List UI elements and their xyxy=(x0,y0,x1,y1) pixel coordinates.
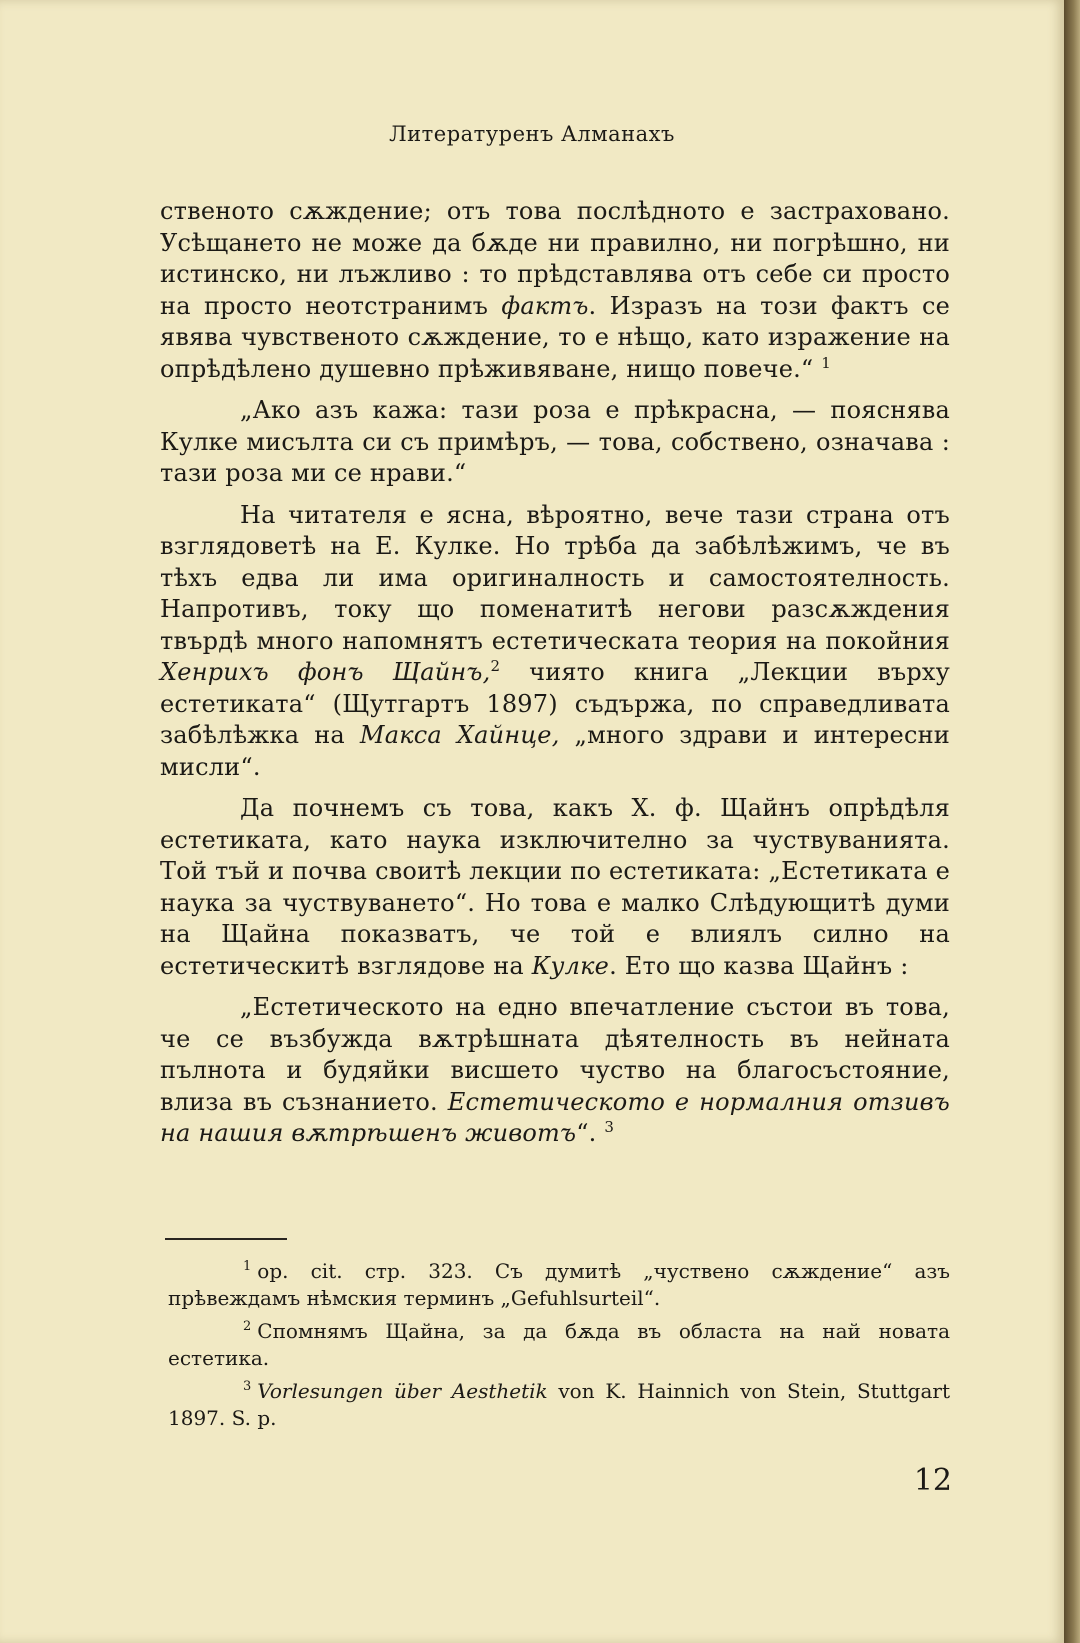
paragraph-5: „Естетическото на едно впечатление състои въ това, че се възбужда вѫтрѣшната дѣятелность въ нейната пълнота и будяйки висшето чуство на благосъстояние, влиза въ съзнанието. Естетическото е нормалния отзивъ на нашия вѫтрѣшенъ животъ“. $^3$ xyxy=(160,993,950,1147)
running-head: Литературенъ Алманахъ xyxy=(389,122,675,146)
footnote-ref-2: 2 xyxy=(490,657,501,675)
paragraph-2: „Ако азъ кажа: тази роза е прѣкрасна, — пояснява Кулке мисълта си съ примѣръ, — това, собствено, означава : тази роза ми се нрави.“ xyxy=(160,396,950,487)
footnote-2: $^2$ Спомнямъ Щайна, за да бѫда въ областа на най новата естетика. xyxy=(168,1319,950,1370)
paragraph-3: На читателя е ясна, вѣроятно, вече тази страна отъ взглядоветѣ на Е. Кулке. Но трѣба да забѣлѣжимъ, че въ тѣхъ едва ли има оригиналность и самостоятелность. Напротивъ, току що поменатитѣ негови разсѫждения твърдѣ много напомнятъ естетическата теория на покойния Хенрихъ фонъ Щайнъ,$^2$ чиято книга „Лекции върху естетиката“ (Щутгартъ 1897) съдържа, по справедливата забѣлѣжка на Макса Хайнце, „много здрави и интересни мисли“. xyxy=(160,500,950,781)
footnotes xyxy=(168,1258,950,1438)
book-edge xyxy=(1064,0,1080,1643)
footnote-3: $^3$ Vorlesungen über Aesthetik von K. Hainnich von Stein, Stuttgart 1897. S. p. xyxy=(168,1379,950,1430)
main-text xyxy=(160,196,950,1160)
footnote-ref-1: 1 xyxy=(821,353,831,372)
footnote-ref-3: 3 xyxy=(604,1118,615,1136)
paragraph-1: ственото сѫждение; отъ това послѣдното е застраховано. Усѣщането не може да бѫде ни правилно, ни погрѣшно, ни истинско, ни лъжливо : то прѣдставлява отъ себе си просто на просто неотстранимъ фактъ. Изразъ на този фактъ се явява чувственото сѫждение, то е нѣщо, като изражение на опрѣдѣлено душевно прѣживяване, нищо повече.“ $^1$ xyxy=(160,197,950,383)
footnote-1: $^1$ op. cit. стр. 323. Съ думитѣ „чуствено сѫждение“ азъ прѣвеждамъ нѣмския терминъ „Gefuhlsurteil“. xyxy=(168,1259,950,1310)
page-number: 12 xyxy=(913,1463,952,1498)
footnote-divider xyxy=(165,1238,287,1240)
paragraph-4: Да почнемъ съ това, какъ Х. ф. Щайнъ опрѣдѣля естетиката, като наука изключително за чуствуванията. Той тъй и почва своитѣ лекции по естетиката: „Естетиката е наука за чуствуването“. Но това е малко Слѣдующитѣ думи на Щайна показватъ, че той е влиялъ силно на естетическитѣ взглядове на Кулке. Ето що казва Щайнъ : xyxy=(160,794,950,980)
